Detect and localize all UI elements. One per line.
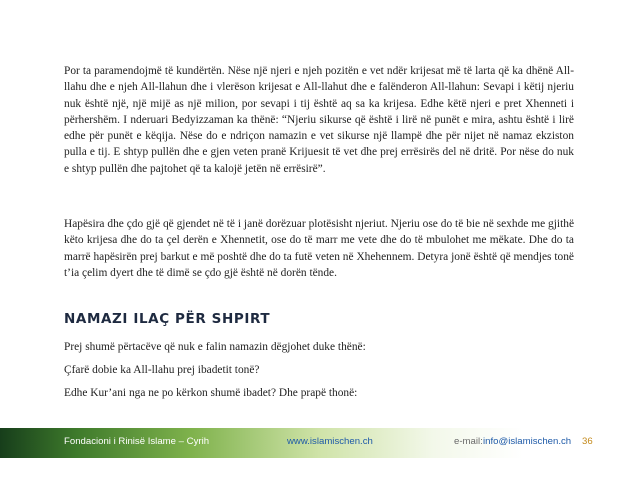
footer-email-link[interactable]: info@islamischen.ch — [483, 436, 572, 447]
footer-organization: Fondacioni i Rinisë Islame – Cyrih — [64, 436, 210, 447]
section-line-3: Edhe Kur’ani nga ne po kërkon shumë ibadet? Dhe prapë thonë: — [64, 387, 358, 399]
footer-website-link[interactable]: www.islamischen.ch — [287, 436, 373, 447]
section-heading: NAMAZI ILAÇ PËR SHPIRT — [64, 311, 271, 327]
page-number: 36 — [582, 436, 593, 447]
body-paragraph-1: Por ta paramendojmë të kundërtën. Nëse një njeri e njeh pozitën e vet ndër krijesat më të larta që ka dhënë All-llahu dhe e njeh All-llahun dhe i vlerëson krijesat e All-llahut dhe e falënderon All-llahun: Sevapi i këtij njeriu nuk është një, një mijë as një milion, por sevapi i tij është aq sa ka krijesa. Edhe këtë njeri e pret Xhenneti i përhershëm. I nderuari Bedyizzaman ka thënë: “Njeriu sikurse që është i lirë në punët e mira, ashtu është i lirë edhe për punët e këqija. Nëse do e ndriçon namazin e vet sikurse një llampë dhe për nijet në namaz ekziston pulla e tij. E shtyp pullën dhe e gjen veten pranë Krijuesit të vet dhe prej errësirës del në dritë. Por nëse do nuk e shtyp pullën dhe pajtohet që ta kalojë jetën në errësirë”. — [64, 65, 574, 175]
body-paragraph-2: Hapësira dhe çdo gjë që gjendet në të i janë dorëzuar plotësisht njeriut. Njeriu ose do të bie në sexhde me gjithë këto krijesa dhe do ta çel derën e Xhennetit, ose do të marr me vete dhe do të mbulohet me mëkate. Dhe do ta marrë hapësirën prej barkut e më poshtë dhe do ta futë veten në Xhehennem. Detyra jonë është që mendjes tonë t’ia çelim dyert dhe të dimë se çdo gjë është në dorën tënde. — [64, 218, 574, 279]
section-line-2: Çfarë dobie ka All-llahu prej ibadetit tonë? — [64, 364, 260, 376]
footer-bar — [0, 428, 638, 458]
footer-email-label: e-mail: — [454, 436, 483, 447]
section-line-1: Prej shumë përtacëve që nuk e falin namazin dëgjohet duke thënë: — [64, 341, 366, 353]
